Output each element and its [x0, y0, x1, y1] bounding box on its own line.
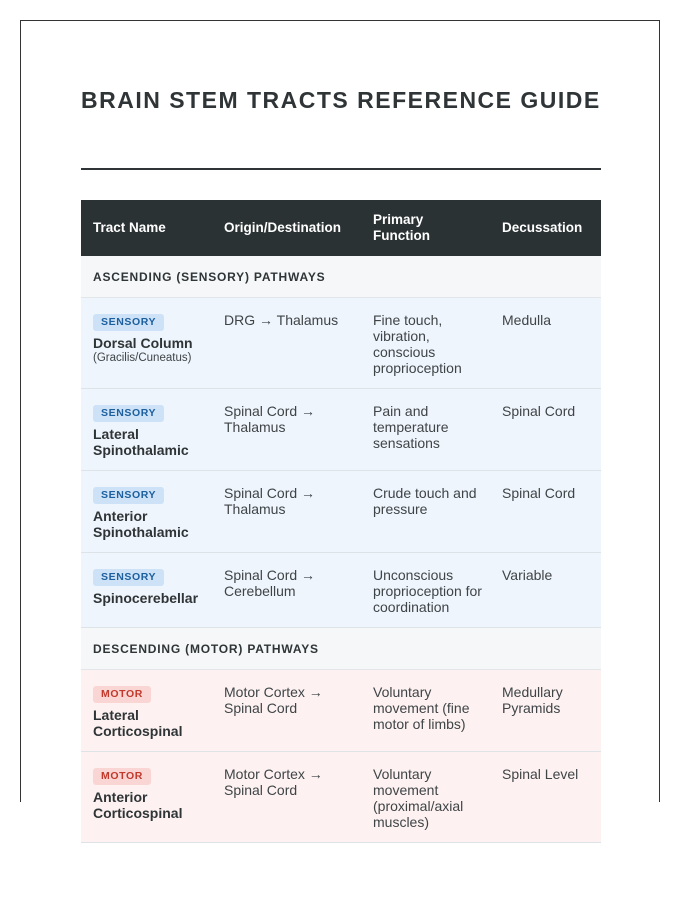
function-cell: Pain and temperature sensations	[361, 389, 490, 471]
decussation-cell: Spinal Cord	[490, 471, 601, 553]
category-badge: MOTOR	[93, 686, 151, 703]
origin-cell: Spinal Cord → Thalamus	[212, 471, 361, 553]
tract-cell	[81, 389, 212, 471]
decussation-cell: Spinal Level	[490, 752, 601, 843]
decussation-cell: Spinal Cord	[490, 389, 601, 471]
tract-cell	[81, 298, 212, 389]
header-origin-destination: Origin/Destination	[224, 220, 342, 235]
tract-cell	[81, 670, 212, 752]
origin-cell: Spinal Cord → Thalamus	[212, 389, 361, 471]
table-row	[81, 298, 601, 389]
tract-name: Anterior Spinothalamic	[93, 508, 189, 540]
tract-name: Spinocerebellar	[93, 590, 199, 606]
origin-cell: Spinal Cord → Cerebellum	[212, 553, 361, 628]
title-divider	[81, 168, 601, 170]
section-row-ascending	[81, 256, 601, 298]
tract-name: Anterior Corticospinal	[93, 789, 183, 821]
table-row	[81, 553, 601, 628]
section-row-descending	[81, 628, 601, 670]
tract-name: Dorsal Column	[93, 335, 193, 351]
function-cell: Unconscious proprioception for coordination	[361, 553, 490, 628]
table-row	[81, 752, 601, 843]
header-primary-function: Primary Function	[373, 212, 430, 243]
section-label: DESCENDING (MOTOR) PATHWAYS	[81, 628, 601, 670]
tract-cell	[81, 553, 212, 628]
category-badge: MOTOR	[93, 768, 151, 785]
tract-name: Lateral Corticospinal	[93, 707, 183, 739]
tract-name: Lateral Spinothalamic	[93, 426, 189, 458]
function-cell: Voluntary movement (fine motor of limbs)	[361, 670, 490, 752]
category-badge: SENSORY	[93, 569, 164, 586]
function-cell: Crude touch and pressure	[361, 471, 490, 553]
category-badge: SENSORY	[93, 314, 164, 331]
origin-cell: Motor Cortex → Spinal Cord	[212, 670, 361, 752]
section-label: ASCENDING (SENSORY) PATHWAYS	[81, 256, 601, 298]
tract-cell	[81, 471, 212, 553]
header-decussation: Decussation	[502, 220, 583, 235]
category-badge: SENSORY	[93, 487, 164, 504]
table-header-row	[81, 200, 601, 256]
decussation-cell: Medullary Pyramids	[490, 670, 601, 752]
decussation-cell: Variable	[490, 553, 601, 628]
origin-cell: Motor Cortex → Spinal Cord	[212, 752, 361, 843]
origin-cell: DRG → Thalamus	[212, 298, 361, 389]
decussation-cell: Medulla	[490, 298, 601, 389]
document-page	[20, 20, 660, 830]
table-row	[81, 471, 601, 553]
function-cell: Voluntary movement (proximal/axial muscles)	[361, 752, 490, 843]
table-row	[81, 389, 601, 471]
function-cell: Fine touch, vibration, conscious proprioception	[361, 298, 490, 389]
tracts-table	[81, 200, 601, 843]
header-tract-name: Tract Name	[93, 220, 166, 235]
tract-cell	[81, 752, 212, 843]
category-badge: SENSORY	[93, 405, 164, 422]
table-row	[81, 670, 601, 752]
page-title: BRAIN STEM TRACTS REFERENCE GUIDE	[81, 87, 601, 113]
tract-subtitle: (Gracilis/Cuneatus)	[93, 352, 192, 364]
